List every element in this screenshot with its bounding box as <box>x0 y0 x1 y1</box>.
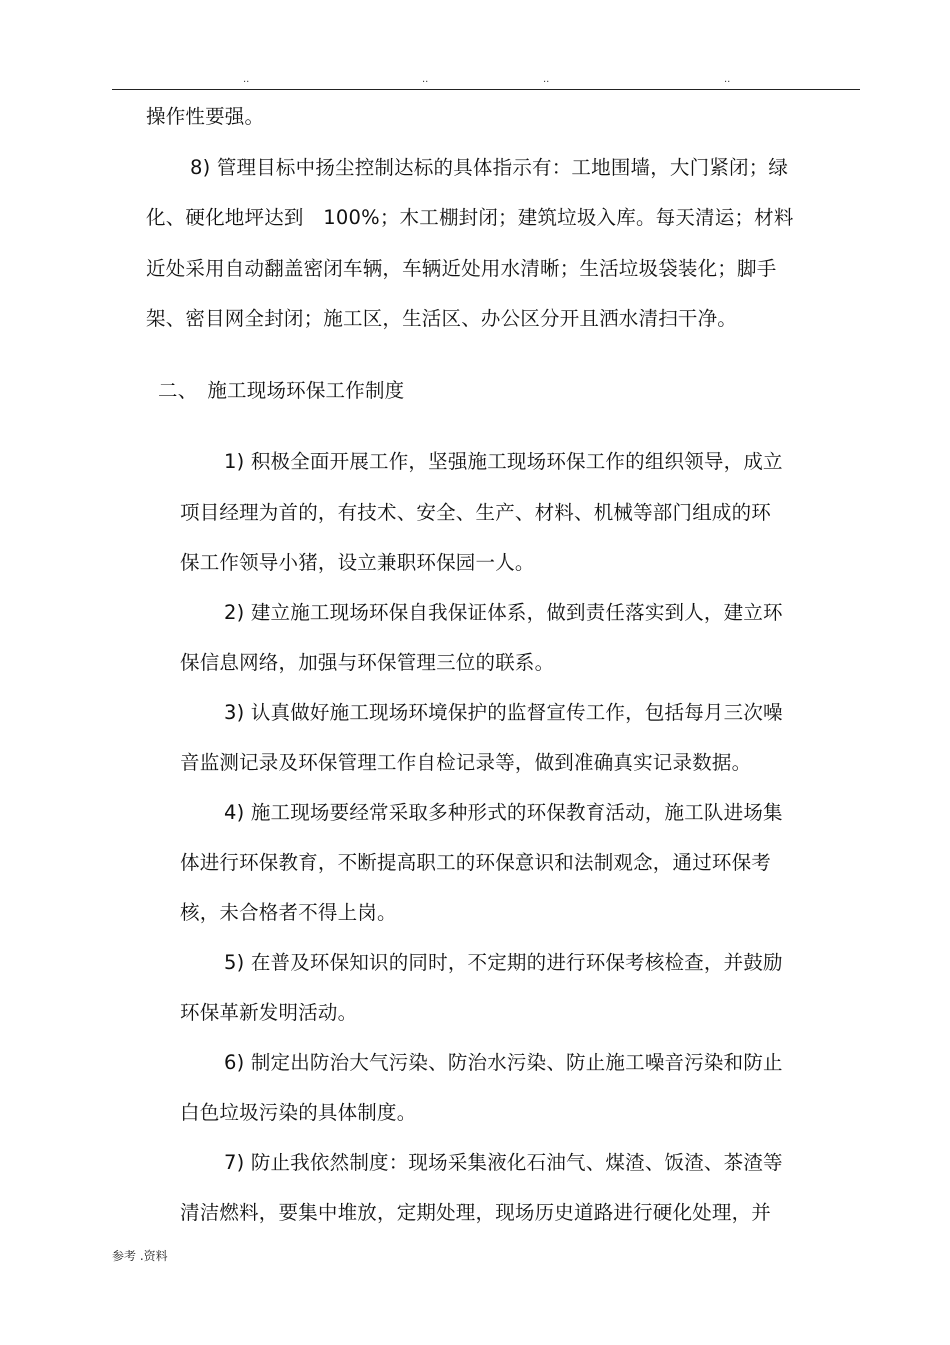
text-line: 环保革新发明活动。 <box>180 1001 358 1024</box>
text-line: 7) 防止我依然制度：现场采集液化石油气、煤渣、饭渣、茶渣等 <box>224 1151 783 1174</box>
header-dot: .. <box>724 74 731 85</box>
text-line: 音监测记录及环保管理工作自检记录等，做到准确真实记录数据。 <box>180 751 752 774</box>
text-line: 2) 建立施工现场环保自我保证体系，做到责任落实到人，建立环 <box>224 601 783 624</box>
text-line: 5) 在普及环保知识的同时，不定期的进行环保考核检查，并鼓励 <box>224 951 783 974</box>
text-line: 清洁燃料，要集中堆放，定期处理，现场历史道路进行硬化处理，并 <box>180 1201 772 1224</box>
text-line: 6) 制定出防治大气污染、防治水污染、防止施工噪音污染和防止 <box>224 1051 783 1074</box>
text-line: 1) 积极全面开展工作，坚强施工现场环保工作的组织领导，成立 <box>224 450 783 473</box>
header-dot: .. <box>422 74 429 85</box>
text-line: 项目经理为首的，有技术、安全、生产、材料、机械等部门组成的环 <box>180 501 772 524</box>
text-line: 化、硬化地坪达到 100%；木工棚封闭；建筑垃圾入库。每天清运；材料 <box>146 206 794 229</box>
text-line: 体进行环保教育，不断提高职工的环保意识和法制观念，通过环保考 <box>180 851 772 874</box>
text-line: 白色垃圾污染的具体制度。 <box>180 1101 417 1124</box>
header-dot: .. <box>243 74 250 85</box>
text-line: 操作性要强。 <box>146 105 265 128</box>
text-line: 核，未合格者不得上岗。 <box>180 901 397 924</box>
text-line: 近处采用自动翻盖密闭车辆，车辆近处用水清晰；生活垃圾袋装化；脚手 <box>146 257 777 280</box>
text-line: 保信息网络，加强与环保管理三位的联系。 <box>180 651 555 674</box>
text-line: 架、密目网全封闭；施工区，生活区、办公区分开且洒水清扫干净。 <box>146 307 738 330</box>
text-line: 4) 施工现场要经常采取多种形式的环保教育活动，施工队进场集 <box>224 801 783 824</box>
section-heading: 二、 施工现场环保工作制度 <box>158 379 405 402</box>
header-dot: .. <box>543 74 550 85</box>
page-footer: 参考 .资料 <box>112 1249 168 1263</box>
header-rule <box>112 89 860 90</box>
text-line: 保工作领导小猪，设立兼职环保园一人。 <box>180 551 535 574</box>
text-line: 3) 认真做好施工现场环境保护的监督宣传工作，包括每月三次噪 <box>224 701 783 724</box>
page-header <box>0 74 950 88</box>
text-line: 8) 管理目标中扬尘控制达标的具体指示有：工地围墙，大门紧闭；绿 <box>190 156 789 179</box>
